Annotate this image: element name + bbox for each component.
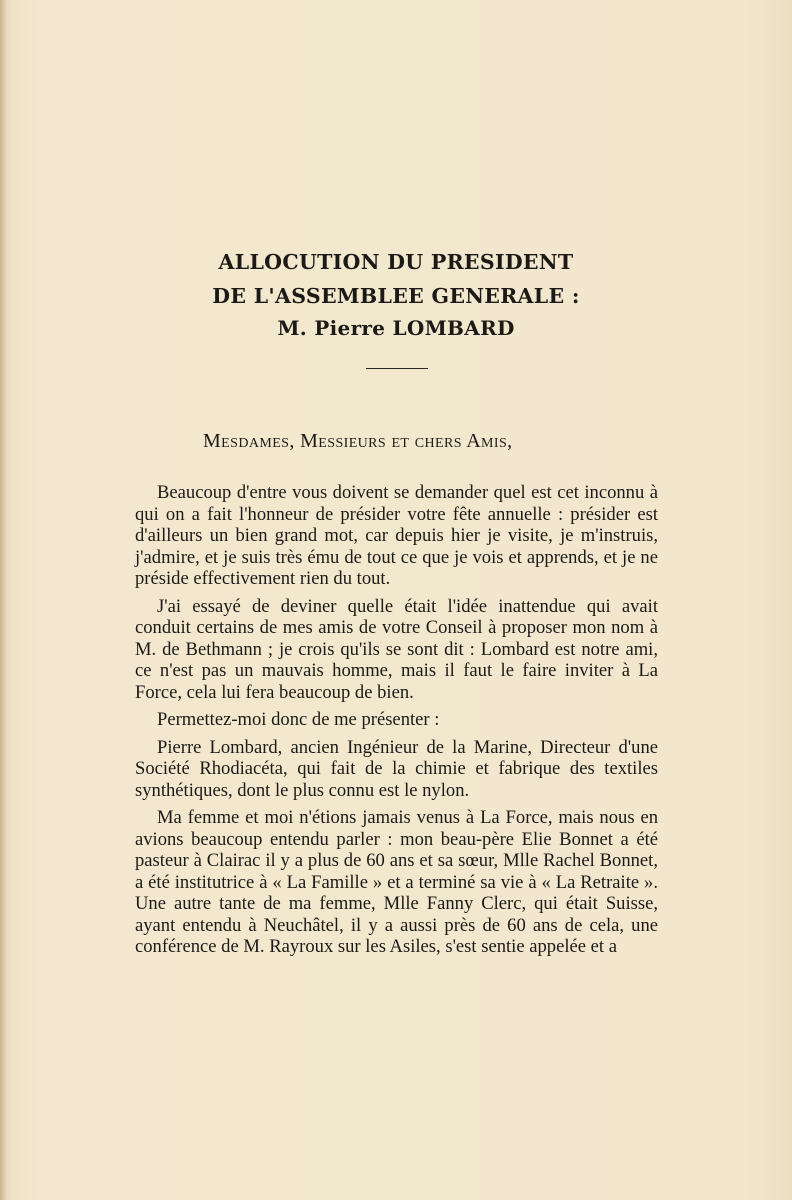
title-line-1: ALLOCUTION DU PRESIDENT xyxy=(218,250,574,274)
greeting: Mesdames, Messieurs et chers Amis, xyxy=(203,430,513,452)
title-line-2: DE L'ASSEMBLEE GENERALE : xyxy=(212,284,580,308)
paragraph-5: Ma femme et moi n'étions jamais venus à La Force, mais nous en avions beaucoup entendu parler : mon beau-père Elie Bonnet a été pasteur à Clairac il y a plus de 60 ans et sa sœur, Mlle Rachel Bonnet, a été institutrice à « La Famille » et a terminé sa vie à « La Retraite ». Une autre tante de ma femme, Mlle Fanny Clerc, qui était Suisse, ayant entendu à Neuchâtel, il y a aussi près de 60 ans de cela, une conférence de M. Rayroux sur les Asiles, s'est sentie appelée et a xyxy=(135,807,658,957)
page-binding-edge xyxy=(0,0,6,1200)
paragraph-4: Pierre Lombard, ancien Ingénieur de la Marine, Directeur d'une Société Rhodiacéta, qui fait de la chimie et fabrique des textiles synthétiques, dont le plus connu est le nylon. xyxy=(135,736,658,801)
paragraph-1: Beaucoup d'entre vous doivent se demander quel est cet inconnu à qui on a fait l'honneur de présider votre fête annuelle : présider est d'ailleurs un bien grand mot, car depuis hier je visite, je m'instruis, j'admire, et je suis très ému de tout ce que je vois et apprends, et je ne préside effectivement rien du tout. xyxy=(135,482,658,589)
paragraph-3: Permettez-moi donc de me présenter : xyxy=(157,709,440,730)
paragraph-2: J'ai essayé de deviner quelle était l'idée inattendue qui avait conduit certains de mes amis de votre Conseil à proposer mon nom à M. de Bethmann ; je crois qu'ils se sont dit : Lombard est notre ami, ce n'est pas un mauvais homme, mais il faut le faire inviter à La Force, cela lui fera beaucoup de bien. xyxy=(135,595,658,703)
title-divider xyxy=(366,368,428,369)
speech-body xyxy=(135,482,658,964)
title-line-3: M. Pierre LOMBARD xyxy=(277,316,515,340)
